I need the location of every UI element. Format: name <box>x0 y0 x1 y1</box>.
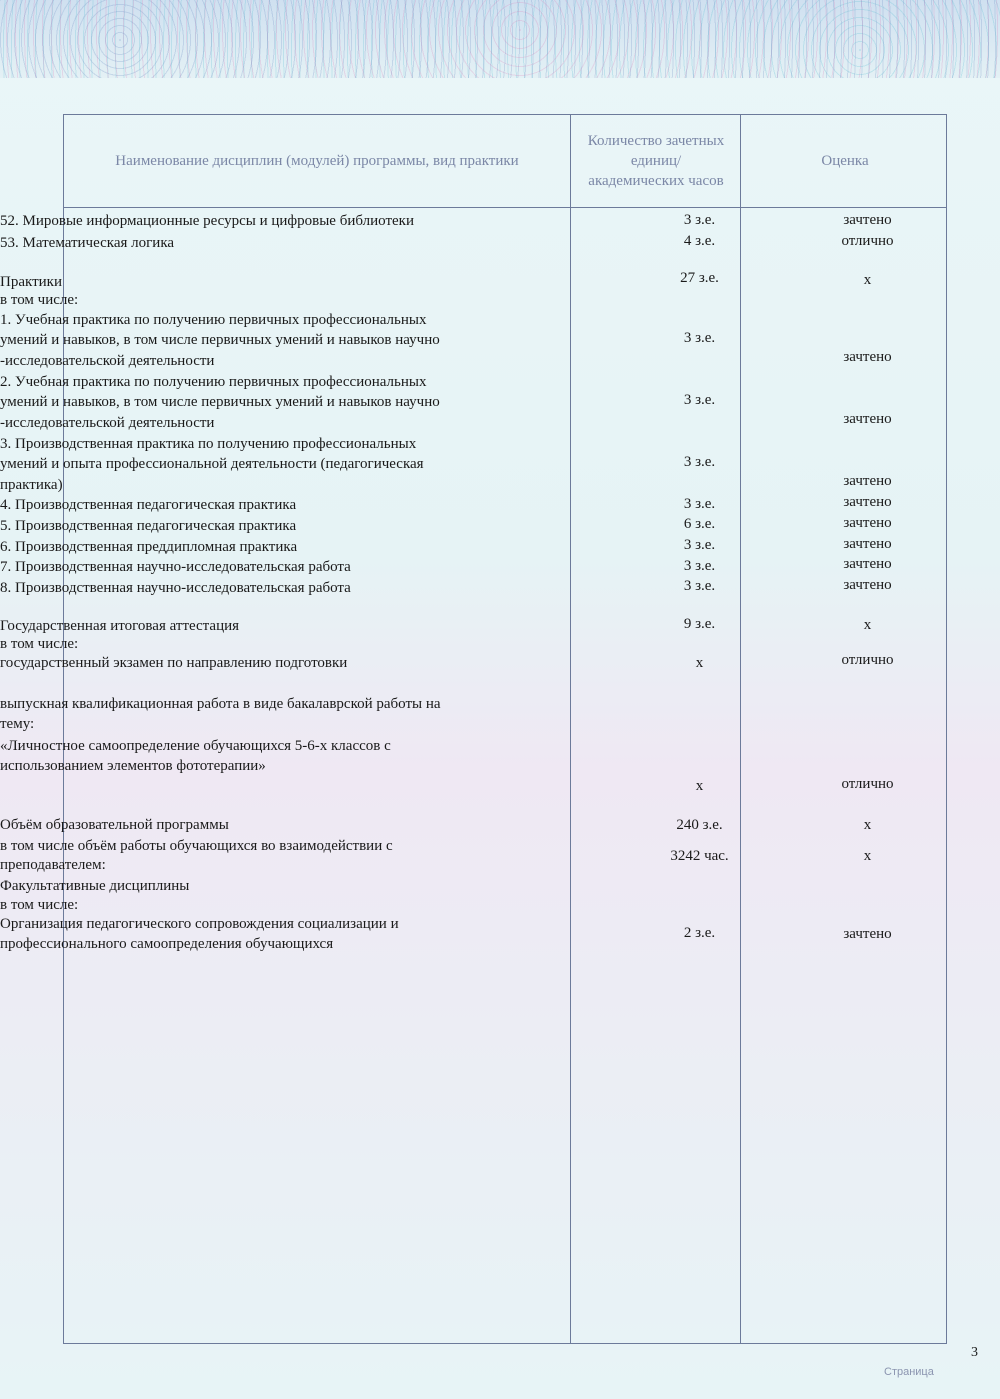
row-name: 3. Производственная практика по получению профессиональных <box>0 436 417 452</box>
row-name: 5. Производственная педагогическая практика <box>0 518 297 534</box>
row-quantity: 4 з.е. <box>683 233 716 249</box>
row-name: умений и навыков, в том числе первичных умений и навыков научно <box>0 332 440 348</box>
row-name: 1. Учебная практика по получению первичных профессиональных <box>0 312 427 328</box>
row-name: 7. Производственная научно-исследовательская работа <box>0 559 351 575</box>
row-name: Факультативные дисциплины <box>0 878 190 894</box>
row-grade: зачтено <box>843 577 892 593</box>
row-quantity: 27 з.е. <box>680 270 719 286</box>
row-name: «Личностное самоопределение обучающихся 5-6-х классов с <box>0 738 391 754</box>
column-divider <box>740 115 741 1343</box>
header-name: Наименование дисциплин (модулей) программы, вид практики <box>115 153 519 169</box>
row-quantity: х <box>695 778 704 794</box>
row-name: -исследовательской деятельности <box>0 415 215 431</box>
row-quantity: 3 з.е. <box>683 330 716 346</box>
row-name: Организация педагогического сопровождения социализации и <box>0 916 399 932</box>
row-name: Государственная итоговая аттестация <box>0 618 240 634</box>
row-name: преподавателем: <box>0 857 106 873</box>
page-label: Страница <box>884 1366 934 1378</box>
row-quantity: х <box>695 655 704 671</box>
row-grade: х <box>863 617 872 633</box>
row-quantity: 9 з.е. <box>683 616 716 632</box>
row-name: 8. Производственная научно-исследовательская работа <box>0 580 351 596</box>
row-grade: зачтено <box>843 212 892 228</box>
row-name: тему: <box>0 716 35 732</box>
header-quantity: Количество зачетных единиц/ академических часов <box>587 133 725 189</box>
header-divider <box>64 207 946 208</box>
row-grade: зачтено <box>843 926 892 942</box>
row-name: государственный экзамен по направлению подготовки <box>0 655 348 671</box>
row-grade: зачтено <box>843 349 892 365</box>
row-quantity: 3 з.е. <box>683 496 716 512</box>
row-name: Практики <box>0 274 62 290</box>
row-name: в том числе: <box>0 897 79 913</box>
security-pattern-band <box>0 0 1000 78</box>
row-grade: зачтено <box>843 473 892 489</box>
row-grade: зачтено <box>843 411 892 427</box>
row-name: практика) <box>0 477 63 493</box>
row-name: -исследовательской деятельности <box>0 353 215 369</box>
row-grade: отлично <box>841 652 894 668</box>
row-name: умений и навыков, в том числе первичных умений и навыков научно <box>0 394 440 410</box>
row-grade: х <box>863 272 872 288</box>
row-quantity: 3242 час. <box>670 848 729 864</box>
row-name: в том числе: <box>0 292 79 308</box>
row-quantity: 2 з.е. <box>683 925 716 941</box>
row-grade: х <box>863 817 872 833</box>
row-grade: х <box>863 848 872 864</box>
row-name: профессионального самоопределения обучающихся <box>0 936 334 952</box>
row-name: 2. Учебная практика по получению первичных профессиональных <box>0 374 427 390</box>
row-name: 53. Математическая логика <box>0 235 175 251</box>
row-name: умений и опыта профессиональной деятельности (педагогическая <box>0 456 424 472</box>
row-quantity: 3 з.е. <box>683 578 716 594</box>
row-name: в том числе объём работы обучающихся во взаимодействии с <box>0 838 393 854</box>
row-name: Объём образовательной программы <box>0 817 229 833</box>
row-name: использованием элементов фототерапии» <box>0 758 266 774</box>
row-grade: зачтено <box>843 536 892 552</box>
row-grade: зачтено <box>843 494 892 510</box>
row-name: 6. Производственная преддипломная практика <box>0 539 298 555</box>
row-grade: зачтено <box>843 556 892 572</box>
row-name: выпускная квалификационная работа в виде бакалаврской работы на <box>0 696 441 712</box>
header-grade: Оценка <box>821 153 869 169</box>
row-quantity: 3 з.е. <box>683 392 716 408</box>
row-grade: отлично <box>841 233 894 249</box>
row-name: в том числе: <box>0 636 79 652</box>
column-divider <box>570 115 571 1343</box>
row-name: 4. Производственная педагогическая практика <box>0 497 297 513</box>
row-grade: отлично <box>841 776 894 792</box>
row-quantity: 3 з.е. <box>683 454 716 470</box>
page-number: 3 <box>971 1345 978 1360</box>
row-grade: зачтено <box>843 515 892 531</box>
row-quantity: 3 з.е. <box>683 212 716 228</box>
row-quantity: 6 з.е. <box>683 516 716 532</box>
row-name: 52. Мировые информационные ресурсы и цифровые библиотеки <box>0 213 414 229</box>
row-quantity: 3 з.е. <box>683 537 716 553</box>
row-quantity: 3 з.е. <box>683 558 716 574</box>
row-quantity: 240 з.е. <box>676 817 723 833</box>
